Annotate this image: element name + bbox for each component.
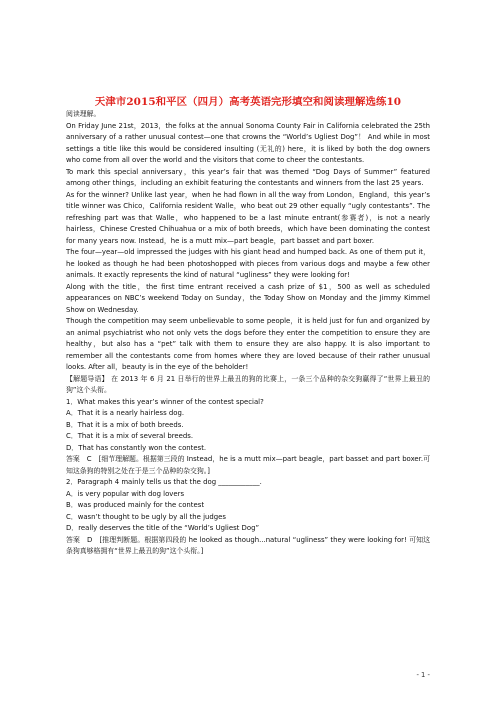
passage-paragraph-5: Along with the title，the first time entrant received a cash prize of $1，500 as well as scheduled appearances on NBC’s weekend Today on Sunday，the Today Show on Monday and the Jimmy Kimmel Show on Wednesday. xyxy=(66,282,430,314)
question-1-answer: 答案 C [细节理解题。根据第三段的 Instead，he is a mutt mix—part beagle，part basset and part boxer.可知这条狗的特别之处在于是三个品种的杂交狗。] xyxy=(66,455,430,475)
passage-paragraph-6: Though the competition may seem unbelievable to some people，it is held just for fun and organized by an animal psychiatrist who not only vets the dogs before they enter the competition to ensure they are healthy，but also has a “pet” talk with them to ensure they are also happy. It is also important to remember all the contestants come from homes where they are loved because of their rather unusual looks. After all，beauty is in the eye of the beholder! xyxy=(66,317,430,371)
section-label: 阅读理解。 xyxy=(66,110,101,118)
question-2: 2．Paragraph 4 mainly tells us that the dog ____________. xyxy=(66,478,262,486)
question-1-option-b: B．That it is a mix of both breeds. xyxy=(66,420,184,429)
question-2-option-a: A．is very popular with dog lovers xyxy=(66,489,185,498)
question-1: 1．What makes this year’s winner of the contest special? xyxy=(66,397,264,406)
page-number: - 1 - xyxy=(416,671,430,679)
question-2-option-b: B．was produced mainly for the contest xyxy=(66,501,205,509)
passage-paragraph-1: On Friday June 21st，2013，the folks at the annual Sonoma County Fair in California celebrated the 25th anniversary of a rather unusual contest—one that crowns the “World’s Ugliest Dog”！ And while in most settings a title like this would be considered insulting (无礼的) here，it is liked by both the dog owners who come from all over the world and the visitors that come to cheer the contestants. xyxy=(66,121,430,164)
question-2-option-c: C．wasn’t thought to be ugly by all the judges xyxy=(66,512,226,521)
question-1-option-c: C．That it is a mix of several breeds. xyxy=(66,432,194,440)
question-1-option-d: D．That has constantly won the contest. xyxy=(66,443,207,452)
guide-note: 【解题导语】 在 2013 年 6 月 21 日举行的世界上最丑的狗的比赛上，一条三个品种的杂交狗赢得了“世界上最丑的狗”这个头衔。 xyxy=(66,374,430,394)
passage-paragraph-2: To mark this special anniversary，this year’s fair that was themed “Dog Days of Summer” featured among other things，including an exhibit featuring the contestants and winners from the last 25 years. xyxy=(66,167,430,187)
question-2-option-d: D．really deserves the title of the “World’s Ugliest Dog” xyxy=(66,524,260,532)
passage-paragraph-3: As for the winner? Unlike last year，when he had flown in all the way from London，England，this year’s title winner was Chico，California resident Walle，who beat out 29 other equally “ugly contestants”. The refreshing part was that Walle，who happened to be a last minute entrant(参赛者)，is not a nearly hairless，Chinese Crested Chihuahua or a mix of both breeds，which have been dominating the contest for many years now. Instead，he is a mutt mix—part beagle，part basset and part boxer. xyxy=(66,190,430,245)
document-title: 天津市2015和平区（四月）高考英语完形填空和阅读理解选练10 xyxy=(94,96,402,108)
question-2-answer: 答案 D [推理判断题。根据第四段的 he looked as though...natural “ugliness” they were looking for! 可知这条狗真够格拥有“世界上最丑的狗”这个头衔。] xyxy=(66,535,430,555)
question-1-option-a: A．That it is a nearly hairless dog. xyxy=(66,409,185,417)
passage-paragraph-4: The four—year—old impressed the judges with his giant head and humped back. As one of them put it，he looked as though he had been photoshopped with pieces from various dogs and maybe a few other animals. It exactly represents the kind of natural “ugliness” they were looking for! xyxy=(66,248,430,279)
document-page xyxy=(66,0,430,558)
